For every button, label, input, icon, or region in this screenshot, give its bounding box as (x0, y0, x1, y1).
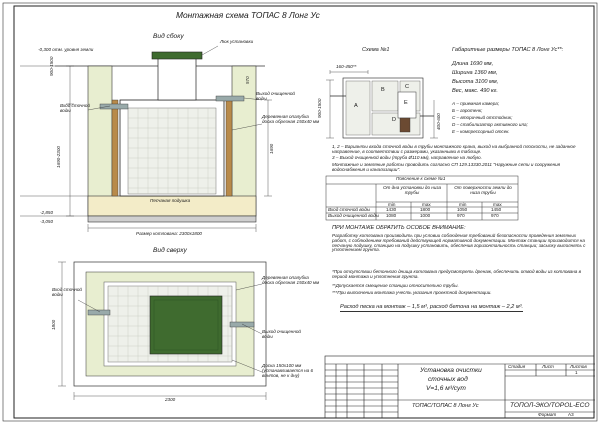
sub-min-b: min (459, 202, 467, 207)
side-view-label: Вид сбоку (153, 33, 184, 40)
dims-length: Длина 1690 мм, (452, 61, 494, 67)
dims-height: Высота 3100 мм, (452, 79, 499, 85)
stamp-sheet-no: 1 (575, 370, 578, 375)
row-outlet-name: Выход очищенной воды (328, 213, 380, 218)
row-inlet-name: Вход сточной воды (328, 207, 371, 212)
stamp-format-label: Формат (538, 412, 557, 417)
norm-text: Монтажные и земляные работы проводить согласно СП 129.13330.2011 "Наружные сети и сооружения водоснабжения и канализации". (332, 162, 561, 172)
ground-mark-label: -0,300 отм. уровня земли (38, 47, 94, 52)
sub-max-a: max (422, 202, 431, 207)
top-dim-width: 2300 (165, 397, 176, 402)
cell: 1430 (386, 207, 397, 212)
stamp-model: ТОПАС/ТОПАС 8 Лонг Ус (412, 403, 479, 409)
warning-star2: **Допускается смещение станции относительно трубы. (332, 283, 459, 288)
warning-star1: *При отсутствии бетонного днища котлована предусмотреть дренаж, обеспечить отвод воды из котлована в период монтажа и уплотнения грунта. (332, 269, 581, 279)
chamber-c: C (405, 84, 410, 90)
sub-min-a: min (388, 202, 396, 207)
dim-v2: 1690-2300 (56, 146, 61, 168)
scheme-label: Схема №1 (362, 47, 390, 53)
stamp-sheets: Листов (570, 364, 587, 369)
chamber-e: E (404, 100, 408, 106)
legend-a: А – приемная камера; (452, 101, 500, 106)
stamp-title-3: V=1,6 м³/сут (426, 385, 466, 392)
volumes-text: Расход песка на монтаж – 1,5 м³, расход бетона на монтаж – 2,2 м³. (340, 304, 524, 310)
top-inlet-label: Вход сточной воды (52, 287, 82, 297)
table-col-a: От дна установки до низа трубы (382, 185, 442, 195)
legend-e: Е – компрессорный отсек. (452, 129, 510, 134)
table-caption: Пояснение к схеме №1 (396, 176, 446, 181)
warning-heading: ПРИ МОНТАЖЕ ОБРАТИТЬ ОСОБОЕ ВНИМАНИЕ: (332, 225, 466, 231)
note-1: 1, 2 – Варианты входа сточной воды в трубы монтажного крана, выход на выбранной плоскости, не заданное направление, в соответствии с размерами, указанными в таблице. (332, 144, 576, 154)
cell: 970 (491, 213, 499, 218)
dim-v1: 900-1500 (49, 56, 54, 76)
dims-width: Ширина 1360 мм, (452, 70, 498, 76)
mark-mid: -2,850 (40, 210, 54, 215)
dim-right2: 570 (245, 76, 250, 84)
sub-max-b: max (493, 202, 502, 207)
top-board-label: Доска 150х100 мм (устанавливается на 6 винтов, не к дну) (262, 363, 313, 378)
cell: 1800 (420, 207, 431, 212)
dims-weight: Вес, макс. 490 кг. (452, 88, 498, 94)
pit-size-label: Размер котлована: 2300х1800 (136, 231, 202, 236)
outlet-pipe-label: Выход очищенной воды (256, 91, 295, 101)
formwork-label: Деревянная опалубка доска обрезная 150х40 мм (262, 114, 320, 124)
stamp-title-1: Установка очистки (420, 367, 482, 374)
stamp-stage: Стадия (508, 364, 526, 369)
top-formwork-label: Деревянная опалубка доска обрезная 150х40 мм (262, 275, 320, 285)
inlet-pipe-label: Вход сточной воды (60, 103, 90, 113)
legend-c: С – вторичный отстойник; (452, 115, 513, 120)
scheme-dim-top: 160-450** (336, 64, 357, 69)
sand-cushion-label: Песчаная подушка (150, 198, 191, 203)
top-outlet-label: Выход очищенной воды (262, 329, 301, 339)
warning-star3: ***При выполнении монтажа учесть указания проектной документации. (332, 290, 492, 295)
chamber-d: D (392, 117, 397, 123)
mark-bottom: -3,050 (40, 219, 54, 224)
cell: 1000 (420, 213, 431, 218)
table-col-b: От поверхности земли до низа трубы (454, 185, 512, 195)
cell: 1450 (491, 207, 502, 212)
legend-d: D – стабилизатор активного ила; (452, 122, 528, 127)
warning-text: Разработку котлована производить при условии соблюдения требований безопасности проведения земляных работ, с соблюдением требований действующей нормативной документации. Монтаж станции производится на песчаную подушку, станцию на подушку установить, обеспечив горизонтальность станции; засыпку выполнять с уплотнением грунта. (332, 233, 586, 253)
note-2: 3 – Выход очищенной воды (труба Ø110 мм), направление на любую. (332, 155, 482, 160)
top-dim-left: 1800 (51, 319, 56, 330)
dims-heading: Габаритные размеры ТОПАС 8 Лонг Ус**: (452, 47, 564, 53)
chamber-b: B (381, 87, 385, 93)
cell: 1050 (457, 207, 468, 212)
drawing-title: Монтажная схема ТОПАС 8 Лонг Ус (176, 10, 320, 20)
stamp-title-2: сточных вод (428, 376, 468, 383)
stamp-company: ТОПОЛ-ЭКО/TOPOL-ECO (510, 402, 590, 409)
stamp-sheet: Лист (542, 364, 554, 369)
dim-right: 1690 (269, 143, 274, 154)
top-view-label: Вид сверху (153, 247, 187, 254)
legend-b: Б – аэротенк; (452, 108, 483, 113)
chamber-a: A (354, 103, 358, 109)
lid-label: Люк установки (220, 39, 254, 44)
cell: 1080 (386, 213, 397, 218)
scheme-dim-right: 400-600 (436, 113, 441, 130)
cell: 970 (457, 213, 465, 218)
scheme-dim-left: 900-1500 (317, 98, 322, 118)
stamp-format-value: А3 (568, 412, 574, 417)
